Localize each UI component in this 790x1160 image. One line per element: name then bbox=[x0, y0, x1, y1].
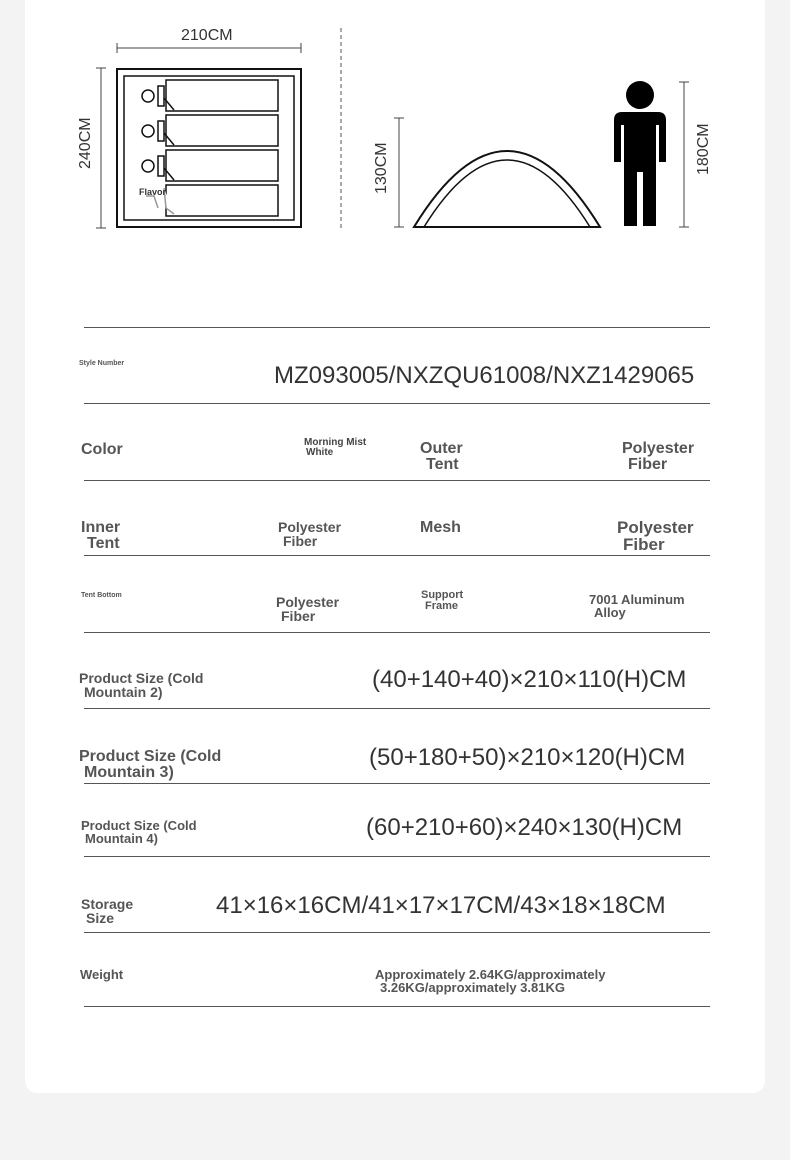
outer-tent-value-line1: Polyester bbox=[622, 440, 695, 457]
weight-value-line1: Approximately 2.64KG/approximately bbox=[375, 967, 606, 982]
inner-tent-label-line1: Inner bbox=[81, 519, 121, 536]
color-value-line1: Morning Mist bbox=[304, 437, 367, 448]
outer-tent-label bbox=[420, 441, 463, 473]
weight-value bbox=[375, 968, 605, 994]
inner-tent-label-line2: Tent bbox=[87, 535, 120, 552]
mesh-label: Mesh bbox=[420, 519, 461, 536]
size-3-label-line2: Mountain 3) bbox=[84, 764, 174, 781]
table-divider bbox=[84, 555, 710, 556]
table-divider bbox=[84, 932, 710, 933]
outer-tent-label-line1: Outer bbox=[420, 440, 463, 457]
table-divider bbox=[84, 1006, 710, 1007]
support-frame-value-line1: 7001 Aluminum bbox=[589, 592, 685, 607]
size-3-value: (50+180+50)×210×120(H)CM bbox=[369, 744, 686, 771]
tent-height-label: 130CM bbox=[373, 142, 390, 194]
table-divider bbox=[84, 327, 710, 328]
support-frame-value-line2: Alloy bbox=[594, 605, 626, 620]
storage-value: 41×16×16CM/41×17×17CM/43×18×18CM bbox=[216, 892, 666, 919]
size-4-label bbox=[81, 819, 197, 845]
mesh-value-line1: Polyester bbox=[617, 518, 694, 537]
size-3-label bbox=[79, 749, 221, 781]
table-divider bbox=[84, 708, 710, 709]
weight-label: Weight bbox=[80, 967, 124, 982]
inner-tent-value-line2: Fiber bbox=[283, 533, 318, 549]
tent-bottom-label: Tent Bottom bbox=[81, 592, 122, 599]
person-icon bbox=[612, 80, 668, 230]
storage-label bbox=[81, 897, 133, 925]
support-frame-label-line2: Frame bbox=[425, 600, 459, 612]
size-4-label-line2: Mountain 4) bbox=[85, 831, 158, 846]
tent-bottom-value-line2: Fiber bbox=[281, 608, 316, 624]
flavor-label: Flavor bbox=[139, 187, 167, 197]
tent-bottom-value-line1: Polyester bbox=[276, 594, 340, 610]
depth-dimension-label: 240CM bbox=[77, 117, 94, 169]
color-label: Color bbox=[81, 441, 123, 458]
support-frame-label bbox=[421, 590, 463, 612]
outer-tent-value-line2: Fiber bbox=[628, 456, 668, 473]
weight-value-line2: 3.26KG/approximately 3.81KG bbox=[380, 980, 565, 995]
support-frame-value bbox=[589, 593, 685, 619]
table-divider bbox=[84, 480, 710, 481]
size-2-label-line1: Product Size (Cold bbox=[79, 670, 204, 686]
style-number-label: Style Number bbox=[79, 360, 125, 367]
size-2-value: (40+140+40)×210×110(H)CM bbox=[372, 666, 687, 693]
outer-tent-value bbox=[622, 441, 694, 473]
table-divider bbox=[84, 783, 710, 784]
storage-label-line2: Size bbox=[86, 910, 115, 926]
mesh-value bbox=[617, 519, 694, 553]
tent-bottom-value bbox=[276, 595, 339, 623]
mesh-value-line2: Fiber bbox=[623, 535, 665, 554]
outer-tent-label-line2: Tent bbox=[426, 456, 459, 473]
inner-tent-value bbox=[278, 520, 341, 548]
size-2-label bbox=[79, 671, 203, 699]
tent-side-icon bbox=[410, 115, 605, 230]
size-4-label-line1: Product Size (Cold bbox=[81, 818, 197, 833]
storage-label-line1: Storage bbox=[81, 896, 134, 912]
color-value bbox=[304, 438, 366, 458]
color-value-line2: White bbox=[306, 447, 334, 458]
floor-plan-icon bbox=[116, 68, 303, 229]
support-frame-label-line1: Support bbox=[421, 589, 464, 601]
width-dimension-label: 210CM bbox=[181, 27, 233, 44]
inner-tent-label bbox=[81, 520, 120, 552]
size-4-value: (60+210+60)×240×130(H)CM bbox=[366, 814, 683, 841]
table-divider bbox=[84, 856, 710, 857]
table-divider bbox=[84, 403, 710, 404]
style-number-value: MZ093005/NXZQU61008/NXZ1429065 bbox=[274, 362, 695, 389]
size-2-label-line2: Mountain 2) bbox=[84, 684, 163, 700]
size-3-label-line1: Product Size (Cold bbox=[79, 748, 222, 765]
person-height-label: 180CM bbox=[695, 123, 712, 175]
inner-tent-value-line1: Polyester bbox=[278, 519, 342, 535]
table-divider bbox=[84, 632, 710, 633]
